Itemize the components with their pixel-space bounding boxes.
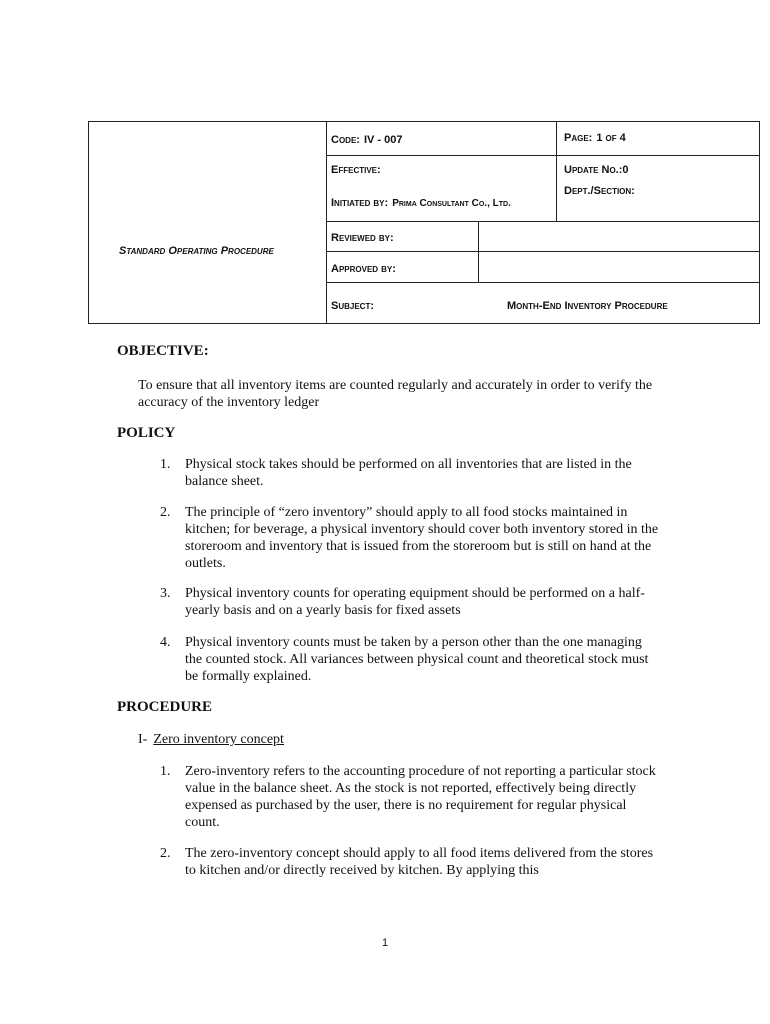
initiated-label: Initiated by: bbox=[331, 197, 389, 209]
policy-item bbox=[160, 504, 660, 572]
list-number: 1. bbox=[160, 457, 171, 472]
procedure-heading: PROCEDURE bbox=[117, 699, 213, 715]
subject-value: Month-End Inventory Procedure bbox=[507, 300, 668, 312]
code-cell bbox=[331, 134, 402, 146]
list-number: 1. bbox=[160, 764, 171, 779]
reviewed-cell bbox=[331, 232, 394, 244]
page-cell bbox=[564, 132, 626, 144]
effective-label: Effective: bbox=[331, 164, 381, 176]
page-value: 1 of 4 bbox=[596, 132, 626, 144]
policy-item bbox=[160, 585, 660, 619]
list-number: 3. bbox=[160, 586, 171, 601]
initiated-value: Prima Consultant Co., Ltd. bbox=[392, 198, 511, 209]
procedure-item bbox=[160, 763, 660, 831]
policy-heading: POLICY bbox=[117, 425, 176, 441]
section-number: I- bbox=[138, 732, 148, 747]
list-text: The principle of “zero inventory” should apply to all food stocks maintained in kitchen; for beverage, a physical inventory should cover both inventory stored in the storeroom and inventory that is issued from the storeroom but is still on hand at the outlets. bbox=[185, 505, 659, 571]
list-number: 2. bbox=[160, 846, 171, 861]
list-text: Physical inventory counts must be taken by a person other than the one managing the counted stock. All variances between physical count and theoretical stock must be formally explained. bbox=[185, 635, 649, 684]
procedure-item bbox=[160, 845, 660, 879]
code-value: IV - 007 bbox=[363, 134, 403, 146]
initiated-cell bbox=[331, 197, 511, 209]
page-label: Page: bbox=[564, 132, 593, 144]
update-label: Update No.: bbox=[564, 164, 623, 176]
dept-label: Dept./Section: bbox=[564, 185, 635, 197]
effective-cell bbox=[331, 164, 381, 176]
procedure-section-heading bbox=[138, 732, 284, 748]
dept-cell bbox=[564, 185, 635, 197]
subject-cell bbox=[331, 300, 374, 312]
list-text: Physical stock takes should be performed on all inventories that are listed in the balance sheet. bbox=[185, 457, 632, 489]
policy-item bbox=[160, 634, 660, 685]
objective-text: To ensure that all inventory items are counted regularly and accurately in order to verify the accuracy of the inventory ledger bbox=[138, 378, 653, 410]
subject-label: Subject: bbox=[331, 300, 375, 312]
document-type: Standard Operating Procedure bbox=[119, 245, 274, 257]
list-text: The zero-inventory concept should apply to all food items delivered from the stores to kitchen and/or directly received by kitchen. By applying this bbox=[185, 846, 654, 878]
code-label: Code: bbox=[331, 134, 360, 146]
approved-label: Approved by: bbox=[331, 263, 396, 275]
page-number: 1 bbox=[381, 937, 389, 949]
update-cell bbox=[564, 164, 629, 176]
update-value: 0 bbox=[622, 164, 629, 176]
list-text: Physical inventory counts for operating equipment should be performed on a half-yearly basis and on a yearly basis for fixed assets bbox=[185, 586, 645, 618]
list-number: 4. bbox=[160, 635, 171, 650]
policy-item bbox=[160, 456, 660, 490]
approved-cell bbox=[331, 263, 396, 275]
sop-header-table bbox=[88, 121, 760, 324]
objective-heading: OBJECTIVE: bbox=[117, 343, 209, 359]
section-title: Zero inventory concept bbox=[153, 732, 284, 747]
reviewed-label: Reviewed by: bbox=[331, 232, 394, 244]
list-number: 2. bbox=[160, 505, 171, 520]
list-text: Zero-inventory refers to the accounting procedure of not reporting a particular stock value in the balance sheet. As the stock is not reported, effectively being directly expensed as purchased by the user, there is no requirement for regular physical count. bbox=[185, 764, 656, 830]
